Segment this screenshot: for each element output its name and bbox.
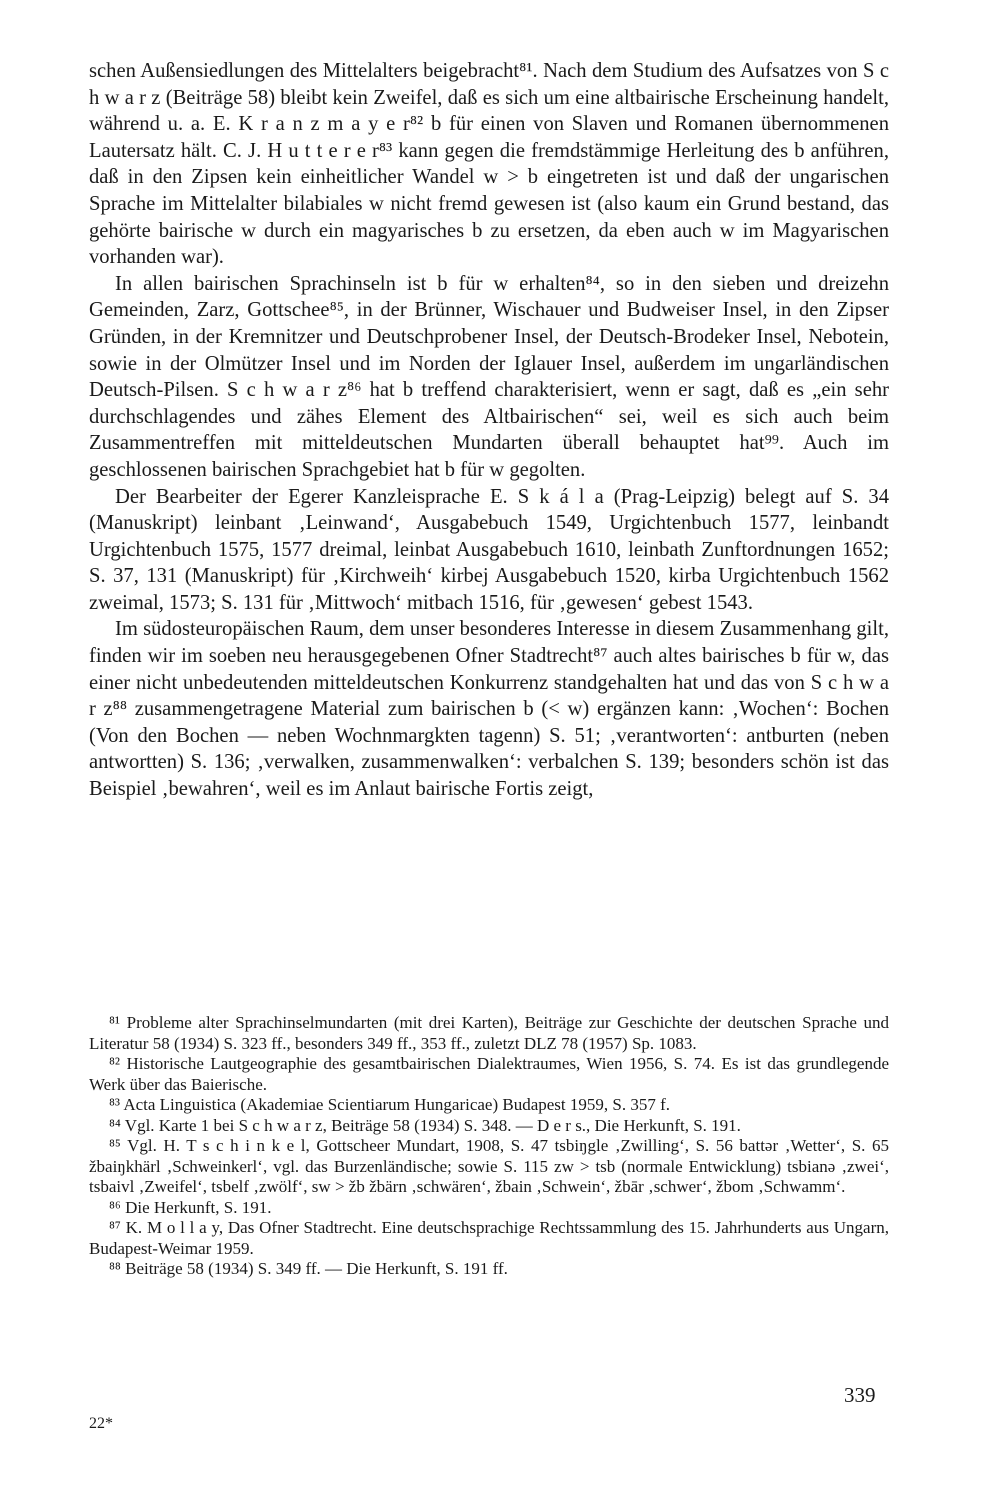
main-text xyxy=(89,58,889,803)
body-paragraph: schen Außensiedlungen des Mittelalters beigebracht⁸¹. Nach dem Studium des Aufsatzes von S c h w a r z (Beiträge 58) bleibt kein Zweifel, daß es sich um eine altbairische Erscheinung handelt, während u. a. E. K r a n z m a y e r⁸² b für einen von Slaven und Romanen übernommenen Lautersatz hält. C. J. H u t t e r e r⁸³ kann gegen die fremdstämmige Herleitung des b anführen, daß in den Zipsen kein einheitlicher Wandel w > b eingetreten ist und daß der ungarischen Sprache im Mittelalter bilabiales w nicht fremd gewesen ist (also kaum ein Grund bestand, das gehörte bairische w durch ein magyarisches b zu ersetzen, da eben auch w im Magyarischen vorhanden war). xyxy=(89,60,889,269)
footnotes xyxy=(89,1013,889,1280)
body-paragraph: Im südosteuropäischen Raum, dem unser besonderes Interesse in diesem Zusammenhang gilt, finden wir im soeben neu herausgegebenen Ofner Stadtrecht⁸⁷ auch altes bairisches b für w, das einer nicht unbedeutenden mitteldeutschen Konkurrenz standgehalten hat und das von S c h w a r z⁸⁸ zusammengetragene Material zum bairischen b (< w) ergänzen kann: ‚Wochen‘: Bochen (Von den Bochen — neben Wochnmargkten tagenn) S. 51; ‚verantworten‘: antburten (neben antwortten) S. 136; ‚verwalken, zusammenwalken‘: verbalchen S. 139; besonders schön ist das Beispiel ‚bewahren‘, weil es im Anlaut bairische Fortis zeigt, xyxy=(89,618,889,801)
body-paragraph: In allen bairischen Sprachinseln ist b für w erhalten⁸⁴, so in den sieben und dreizehn Gemeinden, Zarz, Gottschee⁸⁵, in der Brünner, Wischauer und Budweiser Insel, in den Zipser Gründen, in der Kremnitzer und Deutschprobener Insel, der Deutsch-Brodeker Insel, Nebotein, sowie in der Olmützer Insel und im Norden der Iglauer Insel, außerdem im ungarländischen Deutsch-Pilsen. S c h w a r z⁸⁶ hat b treffend charakterisiert, wenn er sagt, daß es „ein sehr durchschlagendes und zähes Element des Altbairischen“ sei, weil es sich auch beim Zusammentreffen mit mitteldeutschen Mundarten überall behauptet hat⁹⁹. Auch im geschlossenen bairischen Sprachgebiet hat b für w gegolten. xyxy=(89,272,889,481)
footnote: ⁸³ Acta Linguistica (Akademiae Scientiarum Hungaricae) Budapest 1959, S. 357 f. xyxy=(109,1095,671,1114)
body-paragraph: Der Bearbeiter der Egerer Kanzleisprache E. S k á l a (Prag-Leipzig) belegt auf S. 34 (Manuskript) leinbant ‚Leinwand‘, Ausgabebuch 1549, Urgichtenbuch 1577, leinbandt Urgichtenbuch 1575, 1577 dreimal, leinbat Ausgabebuch 1610, leinbath Zunftordnungen 1652; S. 37, 131 (Manuskript) für ‚Kirchweih‘ kirbej Ausgabebuch 1520, kirba Urgichtenbuch 1562 zweimal, 1573; S. 131 für ‚Mittwoch‘ mitbach 1516, für ‚gewesen‘ gebest 1543. xyxy=(89,485,889,614)
footnote: ⁸¹ Probleme alter Sprachinselmundarten (mit drei Karten), Beiträge zur Geschichte der deutschen Sprache und Literatur 58 (1934) S. 323 ff., besonders 349 ff., 353 ff., zuletzt DLZ 78 (1957) Sp. 1083. xyxy=(89,1013,889,1053)
footnote: ⁸⁷ K. M o l l a y, Das Ofner Stadtrecht. Eine deutschsprachige Rechtssammlung des 15. Jahrhunderts aus Ungarn, Budapest-Weimar 1959. xyxy=(89,1218,889,1258)
footnote: ⁸⁶ Die Herkunft, S. 191. xyxy=(109,1197,272,1217)
page-number: 339 xyxy=(844,1383,876,1407)
signature-mark: 22* xyxy=(89,1415,113,1432)
footnote: ⁸⁴ Vgl. Karte 1 bei S c h w a r z, Beiträge 58 (1934) S. 348. — D e r s., Die Herkunft, S. 191. xyxy=(109,1115,741,1135)
footnote: ⁸⁵ Vgl. H. T s c h i n k e l, Gottscheer Mundart, 1908, S. 47 tsbiŋgle ‚Zwilling‘, S. 56 battər ‚Wetter‘, S. 65 žbaiŋkhärl ‚Schweinkerl‘, vgl. das Burzenländische; sowie S. 115 zw > tsb (normale Entwicklung) tsbianə ‚zwei‘, tsbaivl ‚Zweifel‘, tsbelf ‚zwölf‘, sw > žb žbärn ‚schwären‘, žbain ‚Schwein‘, žbār ‚schwer‘, žbom ‚Schwamm‘. xyxy=(89,1136,889,1196)
footnote: ⁸² Historische Lautgeographie des gesamtbairischen Dialektraumes, Wien 1956, S. 74. Es ist das grundlegende Werk über das Baierische. xyxy=(89,1054,889,1094)
footnote: ⁸⁸ Beiträge 58 (1934) S. 349 ff. — Die Herkunft, S. 191 ff. xyxy=(109,1259,508,1278)
